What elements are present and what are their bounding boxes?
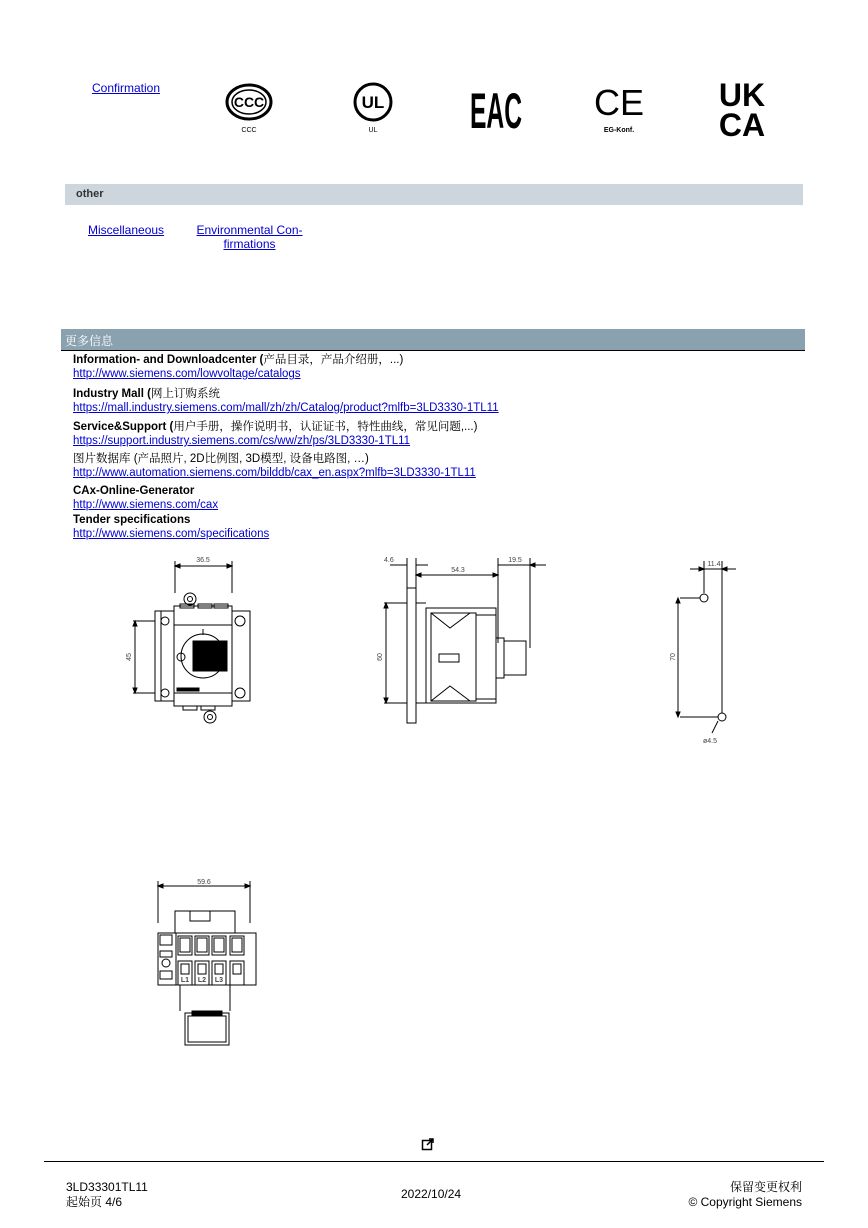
info-heading-bold: Industry Mall ( [73,388,151,400]
external-link-icon[interactable] [421,1137,435,1151]
info-item-cax [73,484,218,512]
mount-hole-dim: ø4.5 [702,738,718,745]
terminal-label-l2: L2 [197,977,207,984]
side-dim-c: 19.5 [508,557,522,564]
terminal-width-dim: 59.6 [197,879,211,886]
info-item-image-db [73,452,476,480]
other-section-header [65,184,803,205]
info-item-mall [73,387,499,415]
info-heading-rest: 产品目录，产品介绍册，...) [263,354,404,366]
env-link-line2: firmations [223,237,276,251]
footer-page-number: 起始页 4/6 [66,1195,123,1209]
info-item-support [73,420,477,448]
environmental-confirmations-link[interactable] [196,223,303,251]
footer-date: 2022/10/24 [401,1187,462,1201]
other-section-title: other [76,188,104,200]
info-heading-rest: 网上订购系统 [150,388,220,400]
mount-height-dim: 70 [670,653,677,661]
front-view-drawing [125,553,265,733]
info-item-downloadcenter [73,353,403,381]
ul-caption: UL [368,127,378,134]
info-heading-bold: Information- and Downloadcenter ( [73,354,264,366]
ukca-mark [712,78,772,145]
side-view-drawing [372,553,552,733]
ce-logo-text: CE [593,82,645,123]
info-link-bilddb[interactable]: http://www.automation.siemens.com/bilddb/cax_en.aspx?mlfb=3LD3330-1TL11 [73,467,476,479]
front-width-dim: 36.5 [196,557,210,564]
footer-divider [44,1161,824,1162]
info-link-support[interactable]: https://support.industry.siemens.com/cs/ww/zh/ps/3LD3330-1TL11 [73,435,411,447]
ukca-logo-line1: UK [718,77,766,113]
info-heading-bold: Tender specifications [73,514,191,526]
info-link-mall[interactable]: https://mall.industry.siemens.com/mall/zh/zh/Catalog/product?mlfb=3LD3330-1TL11 [73,402,499,414]
info-heading-bold: CAx-Online-Generator [73,485,195,497]
footer-article-number: 3LD33301TL11 [66,1180,148,1194]
ce-mark [595,82,643,134]
more-info-header [61,329,805,351]
ul-mark [352,82,394,134]
side-dim-a: 4.6 [384,557,394,564]
more-info-title: 更多信息 [65,334,114,348]
eac-mark [468,82,524,137]
eac-logo-text: EAC [470,83,522,139]
front-height-dim: 45 [126,653,133,661]
info-heading-rest: 图片数据库 (产品照片, 2D比例图, 3D模型, 设备电路图, …) [73,453,369,465]
footer-right [688,1180,802,1210]
ccc-mark [224,82,274,134]
info-item-tender [73,513,269,541]
side-dim-b: 54.3 [451,567,465,574]
terminal-label-l1: L1 [180,977,190,984]
footer-copyright: © Copyright Siemens [688,1195,802,1209]
info-link-catalogs[interactable]: http://www.siemens.com/lowvoltage/catalogs [73,368,301,380]
confirmation-link[interactable]: Confirmation [92,81,161,95]
mount-width-dim: 11.4 [707,561,721,568]
info-heading-rest: 用户手册，操作说明书，认证证书，特性曲线，常见问题,...) [173,421,478,433]
info-link-specifications[interactable]: http://www.siemens.com/specifications [73,528,270,540]
footer-rights: 保留变更权利 [729,1180,802,1194]
ccc-logo-text: CCC [233,94,265,110]
info-link-cax[interactable]: http://www.siemens.com/cax [73,499,219,511]
env-link-line1: Environmental Con- [196,223,303,237]
terminal-label-l3: L3 [214,977,224,984]
footer-left [66,1180,148,1210]
miscellaneous-link[interactable]: Miscellaneous [88,223,165,237]
ukca-logo-line2: CA [718,107,766,143]
info-heading-bold: Service&Support ( [73,421,174,433]
side-height-dim: 60 [377,653,384,661]
mounting-drawing [660,553,760,753]
ccc-caption: CCC [241,127,257,134]
ul-logo-text: UL [361,93,385,112]
terminal-view-drawing [150,873,260,1053]
ce-caption: EG-Konf. [603,127,635,134]
